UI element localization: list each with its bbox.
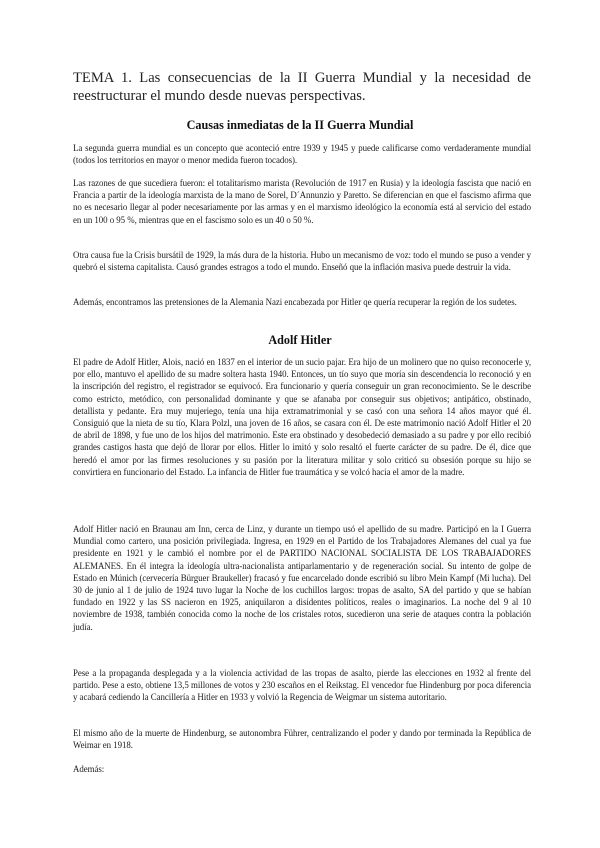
section-heading-hitler: Adolf Hitler — [268, 333, 332, 347]
document-title: TEMA 1. Las consecuencias de la II Guerra Mundial y la necesidad de reestructurar el mundo desde nuevas perspectivas. — [73, 70, 531, 104]
paragraph: Además: — [73, 764, 105, 774]
paragraph: Las razones de que sucediera fueron: el totalitarismo marista (Revolución de 1917 en Rusia) y la ideología fascista que nació en Francia a partir de la ideología marxista de la mano de Sorel, D´Annunzio y Paretto. Se diferencian en que el fascismo afirma que no es necesario llegar al poder necesariamente por las armas y en el marxismo ideológico la economía está al servicio del estado en un 100 o 95 %, mientras que en el fascismo solo es un 40 o 50 %. — [73, 178, 531, 225]
paragraph: Otra causa fue la Crisis bursátil de 1929, la más dura de la historia. Hubo un mecanismo de voz: todo el mundo se puso a vender y quebró el sistema capitalista. Causó grandes estragos a todo el mundo. Enseñó que la inflación masiva puede destruir la vida. — [73, 250, 531, 273]
paragraph: Pese a la propaganda desplegada y a la violencia actividad de las tropas de asalto, pierde las elecciones en 1932 al frente del partido. Pese a esto, obtiene 13,5 millones de votos y 230 escaños en el Reikstag. El vencedor fue Hindenburg por poca diferencia y acabará cediendo la Cancillería a Hitler en 1933 y volvió la Regencia de Weigmar un sistema autoritario. — [73, 668, 531, 703]
paragraph: La segunda guerra mundial es un concepto que aconteció entre 1939 y 1945 y puede calificarse como verdaderamente mundial (todos los territorios en mayor o menor medida fueron tocados). — [73, 143, 531, 166]
paragraph: Adolf Hitler nació en Braunau am Inn, cerca de Linz, y durante un tiempo usó el apellido de su madre. Participó en la I Guerra Mundial como cartero, una posición privilegiada. Ingresa, en 1929 en el Partido de los Trabajadores Alemanes del cual ya fue presidente en 1921 y le cambió el nombre por el de PARTIDO NACIONAL SOCIALISTA DE LOS TRABAJADORES ALEMANES. En él integra la ideología ultra-nacionalista antiparlamentario y de regeneración social. Su intento de golpe de Estado en Múnich (cervecería Bürguer Braukeller) fracasó y fue encarcelado donde escribió su libro Mein Kampf (Mi lucha). Del 30 de junio al 1 de julio de 1924 tuvo lugar la Noche de los cuchillos largos: tropas de asalto, SA del partido y que se habían fundado en 1922 y las SS nacieron en 1925, aniquilaron a disidentes políticos, reales o imaginarios. La noche del 9 al 10 noviembre de 1938, también conocida como la noche de los cristales rotos, sucedieron una serie de ataques contra la población judía. — [73, 524, 531, 632]
paragraph: Además, encontramos las pretensiones de la Alemania Nazi encabezada por Hitler qe quería recuperar la región de los sudetes. — [73, 297, 517, 307]
paragraph: El padre de Adolf Hitler, Alois, nació en 1837 en el interior de un sucio pajar. Era hijo de un molinero que no quiso reconocerle y, por ello, mantuvo el apellido de su madre soltera hasta 1940. Entonces, un tío suyo que moría sin descendencia lo reconoció y en la inscripción del registro, el registrador se equivocó. Era funcionario y quería conseguir un gran reconocimiento. Se le describe como estricto, metódico, con personalidad dominante y que se afanaba por conseguir sus objetivos; antipático, obstinado, detallista y pedante. Era muy mujeriego, tenía una hija extramatrimonial y se casó con una señora 14 años mayor qué él. Consiguió que la nieta de su tío, Klara Polzl, una joven de 16 años, se casara con él. De este matrimonio nació Adolf Hitler el 20 de abril de 1898, y fue uno de los hijos del matrimonio. Este era obstinado y desobedeció demasiado a su padre y por ello recibió grandes castigos hasta que dejó de llorar por ellos. Hitler lo imitó y solo resaltó el fuerte carácter de su padre. De él, dice que heredó el amor por las firmes resoluciones y su pasión por la literatura militar y solo criticó su obsesión porque su hijo se convirtiera en funcionario del Estado. La infancia de Hitler fue traumática y se volcó hacia el amor de la madre. — [73, 357, 531, 477]
section-heading-causes: Causas inmediatas de la II Guerra Mundial — [186, 118, 414, 132]
paragraph: El mismo año de la muerte de Hindenburg, se autonombra Führer, centralizando el poder y dando por terminada la República de Weimar en 1918. — [73, 728, 531, 751]
